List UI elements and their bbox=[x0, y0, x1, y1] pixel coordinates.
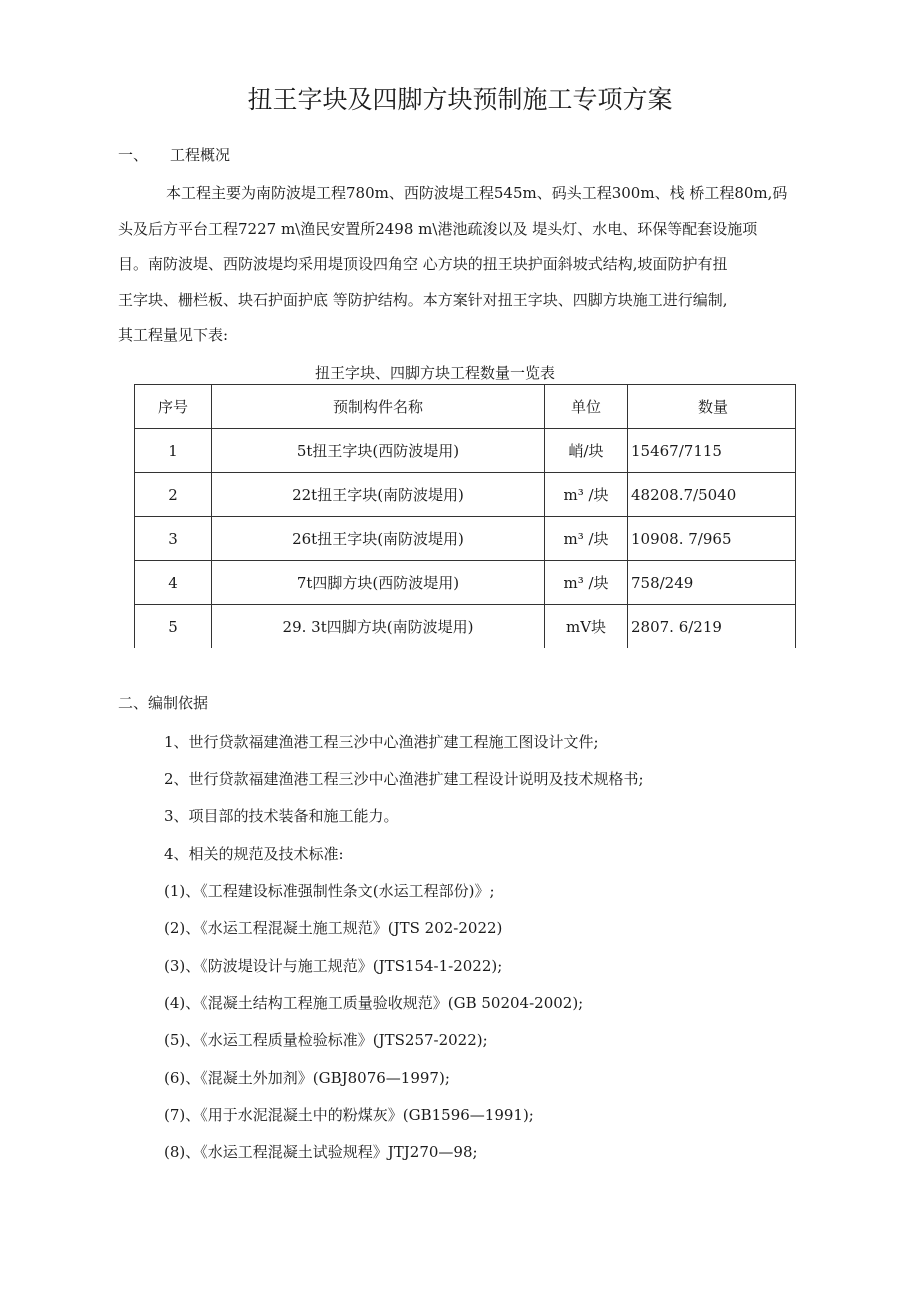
section1-number: 一、 bbox=[118, 146, 149, 164]
overview-line: 目。南防波堤、西防波堤均采用堤顶设四角空 心方块的扭王块护面斜坡式结构,坡面防护有扭 bbox=[118, 255, 728, 273]
cell-qty: 15467/7115 bbox=[628, 429, 796, 473]
cell-unit: m³ /块 bbox=[545, 561, 628, 605]
header-cell-name: 预制构件名称 bbox=[212, 385, 545, 429]
cell-name: 29. 3t四脚方块(南防波堤用) bbox=[212, 605, 545, 649]
standard-item: (4)、《混凝土结构工程施工质量验收规范》(GB 50204-2002); bbox=[164, 994, 584, 1012]
header-cell-unit: 单位 bbox=[545, 385, 628, 429]
cell-qty: 2807. 6/219 bbox=[628, 605, 796, 649]
table-caption: 扭王字块、四脚方块工程数量一览表 bbox=[314, 364, 555, 382]
standard-item: (8)、《水运工程混凝土试验规程》JTJ270—98; bbox=[164, 1143, 478, 1161]
quantity-table bbox=[134, 384, 796, 648]
table-row bbox=[135, 517, 796, 561]
header-cell-qty: 数量 bbox=[628, 385, 796, 429]
cell-unit: mV块 bbox=[545, 605, 628, 649]
cell-name: 7t四脚方块(西防波堤用) bbox=[212, 561, 545, 605]
cell-no: 5 bbox=[135, 605, 212, 649]
standard-item: (7)、《用于水泥混凝土中的粉煤灰》(GB1596—1991); bbox=[164, 1106, 534, 1124]
standard-item: (5)、《水运工程质量检验标准》(JTS257-2022); bbox=[164, 1031, 488, 1049]
standard-item: (3)、《防波堤设计与施工规范》(JTS154-1-2022); bbox=[164, 957, 503, 975]
overview-line: 其工程量见下表: bbox=[118, 326, 229, 344]
cell-qty: 48208.7/5040 bbox=[628, 473, 796, 517]
table-row bbox=[135, 429, 796, 473]
overview-paragraph bbox=[118, 176, 808, 354]
standard-item: (1)、《工程建设标准强制性条文(水运工程部份)》; bbox=[164, 882, 495, 900]
overview-line: 本工程主要为南防波堤工程780m、西防波堤工程545m、码头工程300m、栈 桥工程80m,码 bbox=[166, 184, 788, 202]
table-row bbox=[135, 605, 796, 649]
basis-item: 3、项目部的技术装备和施工能力。 bbox=[164, 807, 399, 825]
cell-no: 2 bbox=[135, 473, 212, 517]
basis-item: 4、相关的规范及技术标准: bbox=[164, 845, 344, 863]
section1-heading: 工程概况 bbox=[170, 146, 231, 164]
standard-item: (6)、《混凝土外加剂》(GBJ8076—1997); bbox=[164, 1069, 450, 1087]
cell-name: 26t扭王字块(南防波堤用) bbox=[212, 517, 545, 561]
table-row bbox=[135, 561, 796, 605]
section2-heading: 二、编制依据 bbox=[118, 694, 209, 712]
cell-no: 1 bbox=[135, 429, 212, 473]
cell-qty: 10908. 7/965 bbox=[628, 517, 796, 561]
header-cell-no: 序号 bbox=[135, 385, 212, 429]
cell-name: 22t扭王字块(南防波堤用) bbox=[212, 473, 545, 517]
cell-name: 5t扭王字块(西防波堤用) bbox=[212, 429, 545, 473]
cell-unit: m³ /块 bbox=[545, 517, 628, 561]
overview-line: 王字块、栅栏板、块石护面护底 等防护结构。本方案针对扭王字块、四脚方块施工进行编制, bbox=[118, 290, 728, 309]
basis-item: 2、世行贷款福建渔港工程三沙中心渔港扩建工程设计说明及技术规格书; bbox=[164, 770, 644, 788]
overview-line: 头及后方平台工程7227 m\渔民安置所2498 m\港池疏浚以及 堤头灯、水电、环保等配套设施项 bbox=[118, 219, 758, 238]
cell-unit: m³ /块 bbox=[545, 473, 628, 517]
cell-no: 3 bbox=[135, 517, 212, 561]
cell-no: 4 bbox=[135, 561, 212, 605]
table-row bbox=[135, 473, 796, 517]
cell-unit: 峭/块 bbox=[545, 429, 628, 473]
basis-item: 1、世行贷款福建渔港工程三沙中心渔港扩建工程施工图设计文件; bbox=[164, 733, 599, 751]
document-title: 扭王字块及四脚方块预制施工专项方案 bbox=[247, 85, 673, 114]
table-header-row bbox=[135, 385, 796, 429]
cell-qty: 758/249 bbox=[628, 561, 796, 605]
standard-item: (2)、《水运工程混凝土施工规范》(JTS 202-2022) bbox=[164, 919, 503, 937]
